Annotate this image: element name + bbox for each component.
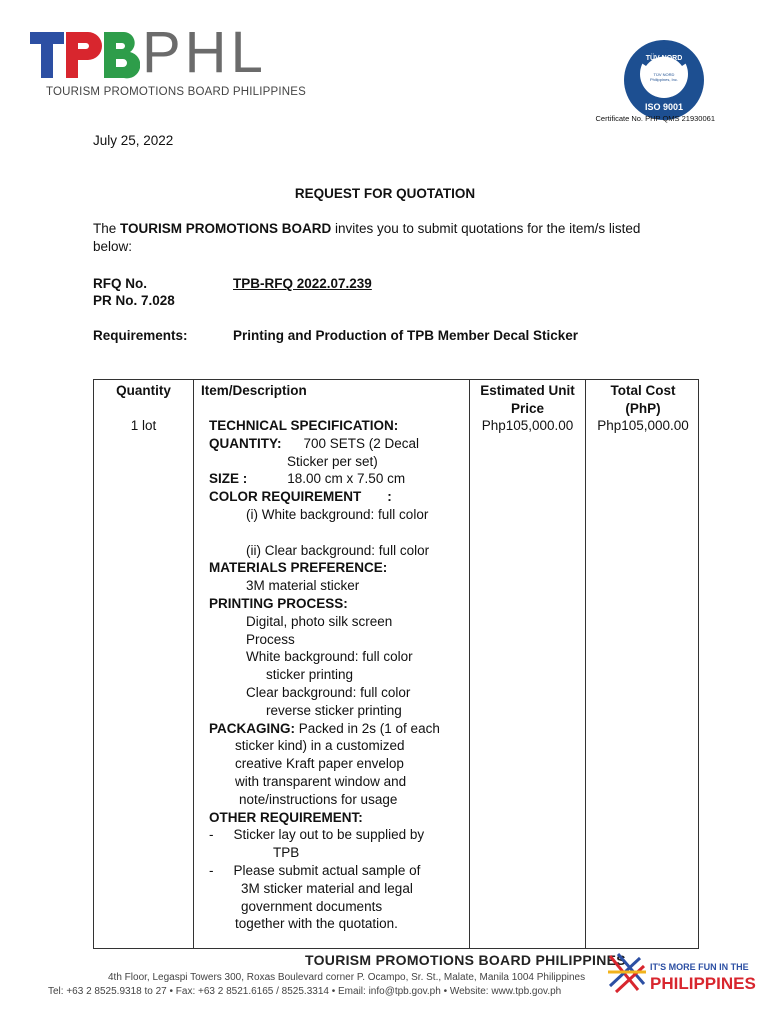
header-unit-price [470,382,585,417]
spec-other-2b: 3M sticker material and legal [241,880,413,896]
spec-packaging-2: sticker kind) in a customized [235,738,405,754]
header-unit-price-l1: Estimated Unit [480,383,575,398]
spec-other-label: OTHER REQUIREMENT: [209,809,363,825]
intro-paragraph [93,220,683,255]
logo-subtitle: TOURISM PROMOTIONS BOARD PHILIPPINES [46,86,307,98]
pr-number: PR No. 7.028 [93,293,175,308]
spec-packaging-4: with transparent window and [235,773,407,789]
header-item: Item/Description [201,383,307,398]
header-unit-price-l2: Price [510,400,545,416]
svg-text:Philippines, Inc.: Philippines, Inc. [649,77,679,82]
svg-text:TÜV NORD: TÜV NORD [645,55,683,62]
intro-suffix: invites you to submit quotations for the item/s listed below: [93,221,641,254]
row-total: Php105,000.00 [597,418,689,433]
spec-packaging-1: Packed in 2s (1 of each [295,720,440,736]
spec-color-2: (ii) Clear background: full color [246,542,430,558]
header-total-l2: (PhP) [625,400,661,416]
table-divider [585,380,586,948]
spec-color [209,488,479,506]
spec-packaging [209,720,479,738]
header-total-l1: Total Cost [610,383,676,398]
spec-printing-4: sticker printing [266,667,354,683]
tagline-line-1: IT'S MORE FUN IN THE [650,962,749,972]
footer-org: TOURISM PROMOTIONS BOARD PHILIPPINES [305,952,626,968]
spec-printing-5: Clear background: full color [246,684,411,700]
spec-other-2a: Please submit actual sample of [233,862,421,878]
spec-other-2d: together with the quotation. [235,916,398,932]
spec-color-colon: : [387,489,392,505]
footer-contact: Tel: +63 2 8525.9318 to 27 • Fax: +63 2 8521.6165 / 8525.3314 • Email: info@tpb.gov.ph • Website: www.tpb.gov.ph [48,986,562,997]
rfq-number-label: RFQ No. [93,276,147,291]
row-unit-price: Php105,000.00 [481,418,574,433]
bullet-dash: - [209,827,214,843]
spec-materials-label: MATERIALS PREFERENCE: [209,560,388,576]
requirements-value: Printing and Production of TPB Member Decal Sticker [233,328,579,343]
logo-phl-text: PHL [142,20,267,85]
spec-printing-1: Digital, photo silk screen [246,613,393,629]
footer-address: 4th Floor, Legaspi Towers 300, Roxas Boulevard corner P. Ocampo, Sr. St., Malate, Manila 1004 Philippines [108,972,586,983]
spec-printing-2: Process [246,631,295,647]
header-total [586,382,700,417]
spec-size-value: 18.00 cm x 7.50 cm [287,471,406,487]
spec-other-2c: government documents [241,898,383,914]
spec-color-label: COLOR REQUIREMENT [209,489,362,505]
intro-org: TOURISM PROMOTIONS BOARD [120,221,332,236]
spec-quantity-value-2: Sticker per set) [287,453,378,469]
spec-quantity-value-1: 700 SETS (2 Decal [303,435,420,451]
rfq-number-value: TPB-RFQ 2022.07.239 [233,276,372,291]
spec-printing-6: reverse sticker printing [266,702,402,718]
table-divider [193,380,194,948]
tuv-iso-seal [622,38,706,122]
tpb-logo [30,28,140,82]
spec-color-1: (i) White background: full color [246,506,429,522]
item-description [209,417,479,933]
header-quantity: Quantity [116,383,171,398]
quotation-table [93,379,699,949]
letter-date: July 25, 2022 [93,133,174,148]
spec-printing-3: White background: full color [246,649,413,665]
spec-other-2 [209,862,479,880]
spec-packaging-label: PACKAGING: [209,720,295,736]
fun-philippines-logo [608,950,758,998]
spec-quantity [209,435,479,453]
intro-prefix: The [93,221,121,236]
spec-printing-label: PRINTING PROCESS: [209,595,348,611]
spec-packaging-5: note/instructions for usage [239,791,398,807]
spec-size [209,470,479,488]
svg-text:TÜV NORD: TÜV NORD [653,72,675,77]
spec-other-1a: Sticker lay out to be supplied by [233,827,425,843]
row-quantity: 1 lot [130,418,157,433]
spec-other-1 [209,826,479,844]
spec-other-1b: TPB [273,845,300,861]
bullet-dash: - [209,862,214,878]
spec-tech-heading: TECHNICAL SPECIFICATION: [209,418,399,433]
tagline-line-2: PHILIPPINES [650,974,756,993]
document-title: REQUEST FOR QUOTATION [294,186,476,201]
spec-size-label: SIZE : [209,471,248,487]
spec-materials-value: 3M material sticker [246,578,360,594]
spec-quantity-label: QUANTITY: [209,435,282,451]
certificate-number: Certificate No. PHP QMS 21930061 [595,114,715,123]
svg-text:ISO 9001: ISO 9001 [644,102,684,112]
spec-packaging-3: creative Kraft paper envelop [235,756,404,772]
requirements-label: Requirements: [93,328,188,343]
